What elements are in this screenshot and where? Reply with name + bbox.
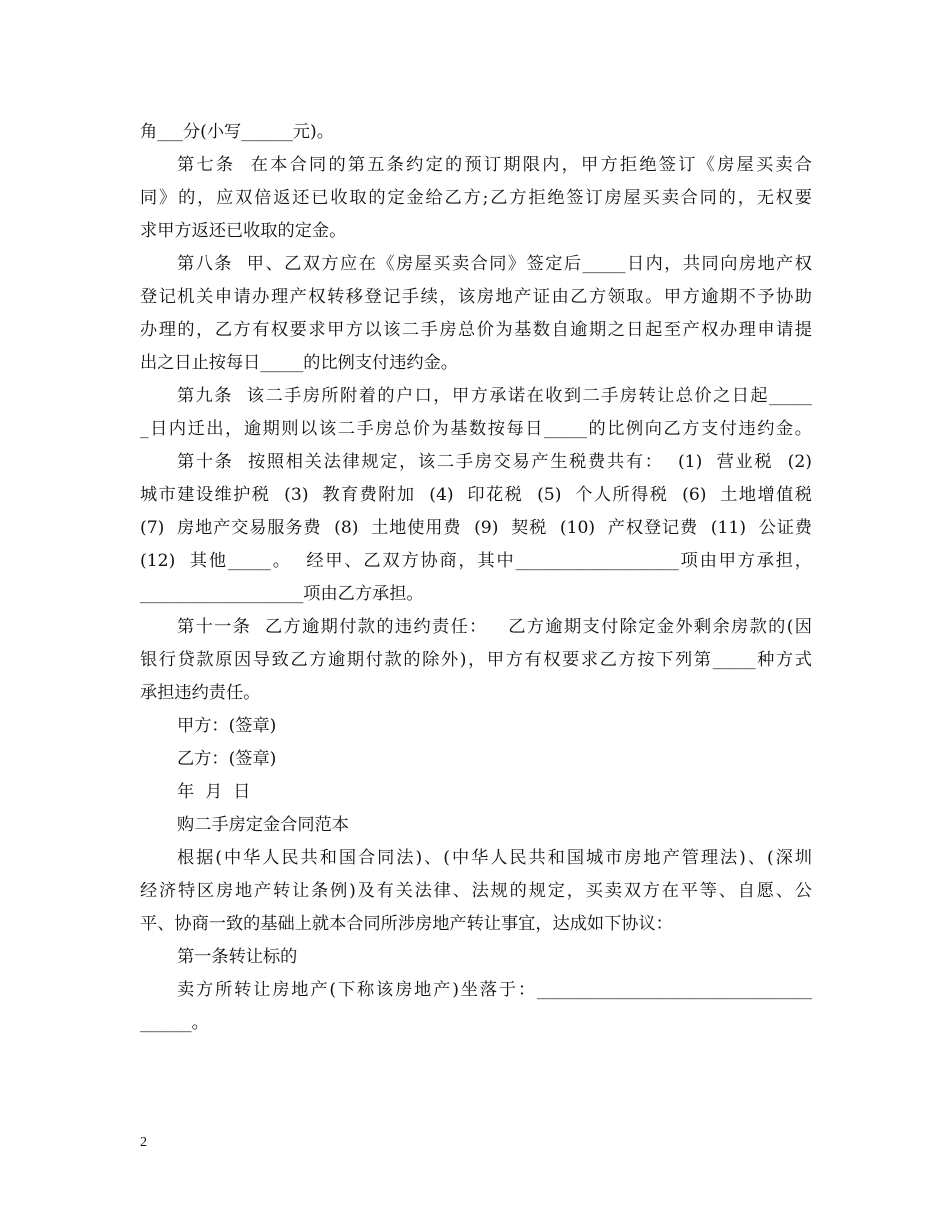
text-line: _日内迁出，逾期则以该二手房总价为基数按每日_____的比例向乙方支付违约金。 (140, 419, 812, 439)
text-line: 卖方所转让房地产(下称该房地产)坐落于：________________________________ (177, 980, 812, 1000)
text-line: 第十一条 乙方逾期付款的违约责任： 乙方逾期支付除定金外剩余房款的(因 (177, 617, 812, 637)
document-body (140, 116, 812, 1040)
text-line: 登记机关申请办理产权转移登记手续，该房地产证由乙方领取。甲方逾期不予协助 (140, 287, 812, 307)
text-line: ___________________项由乙方承担。 (140, 584, 424, 604)
article-heading: 第一条转让标的 (177, 947, 298, 967)
signature-party-b: 乙方：(签章) (177, 749, 277, 769)
text-line: 同》的，应双倍返还已收取的定金给乙方;乙方拒绝签订房屋买卖合同的，无权要 (140, 188, 812, 208)
text-line: 平、协商一致的基础上就本合同所涉房地产转让事宜，达成如下协议： (140, 914, 673, 934)
text-line: 第九条 该二手房所附着的户口，甲方承诺在收到二手房转让总价之日起_____ (177, 386, 812, 406)
text-line: 求甲方返还已收取的定金。 (140, 221, 347, 241)
page-number: 2 (140, 1135, 147, 1150)
signature-party-a: 甲方：(签章) (177, 716, 277, 736)
text-line: 城市建设维护税 (3) 教育费附加 (4) 印花税 (5) 个人所得税 (6) 土地增值税 (140, 485, 812, 505)
section-title: 购二手房定金合同范本 (177, 815, 349, 835)
text-line: 承担违约责任。 (140, 683, 261, 703)
text-line: 根据(中华人民共和国合同法)、(中华人民共和国城市房地产管理法)、(深圳 (177, 848, 812, 868)
text-line: ______。 (140, 1013, 209, 1033)
text-line: 第十条 按照相关法律规定，该二手房交易产生税费共有： (1) 营业税 (2) (177, 452, 812, 472)
text-line: 银行贷款原因导致乙方逾期付款的除外)，甲方有权要求乙方按下列第_____种方式 (140, 650, 812, 670)
text-line: (7) 房地产交易服务费 (8) 土地使用费 (9) 契税 (10) 产权登记费 (11) 公证费 (140, 518, 812, 538)
text-line: (12) 其他_____。 经甲、乙双方协商，其中___________________项由甲方承担， (140, 551, 812, 571)
text-line: 办理的，乙方有权要求甲方以该二手房总价为基数自逾期之日起至产权办理申请提 (140, 320, 812, 340)
text-line: 第八条 甲、乙双方应在《房屋买卖合同》签定后_____日内，共同向房地产权 (177, 254, 812, 274)
text-line: 经济特区房地产转让条例)及有关法律、法规的规定，买卖双方在平等、自愿、公 (140, 881, 812, 901)
text-line: 第七条 在本合同的第五条约定的预订期限内，甲方拒绝签订《房屋买卖合 (177, 155, 812, 175)
text-line: 角___分(小写______元)。 (140, 122, 334, 142)
text-line: 出之日止按每日_____的比例支付违约金。 (140, 353, 458, 373)
signature-date: 年 月 日 (177, 782, 251, 802)
